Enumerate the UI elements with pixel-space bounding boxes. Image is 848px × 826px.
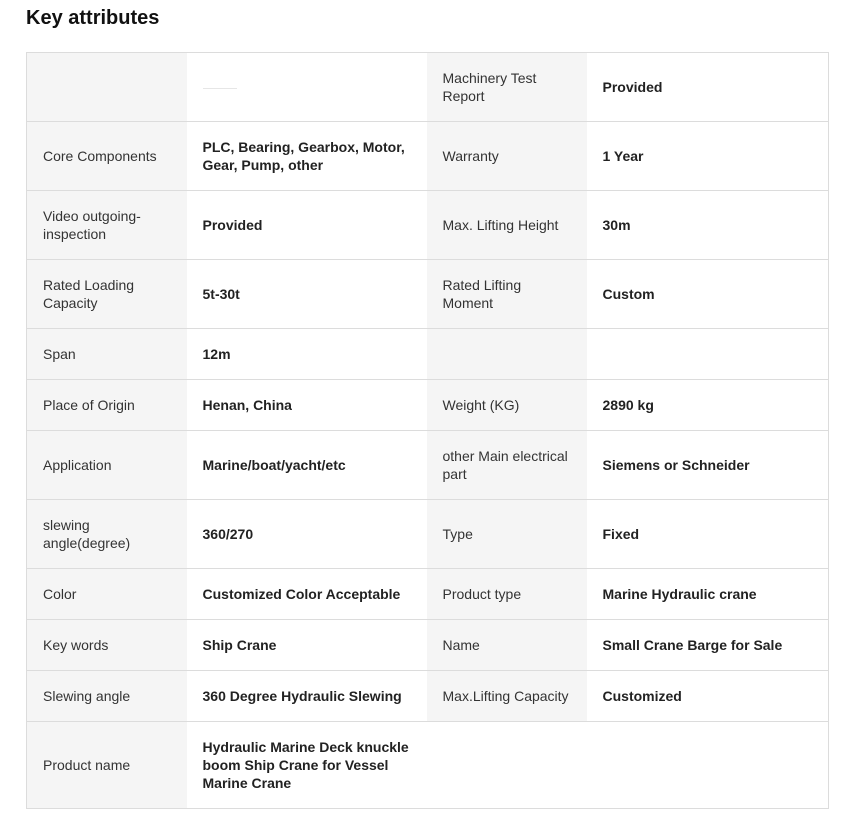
attribute-value: Provided bbox=[587, 53, 829, 122]
attribute-value: Ship Crane bbox=[187, 620, 427, 671]
table-row bbox=[27, 569, 829, 620]
attribute-key: slewing angle(degree) bbox=[27, 500, 187, 569]
attribute-key: Span bbox=[27, 329, 187, 380]
table-row bbox=[27, 122, 829, 191]
attribute-key: Core Components bbox=[27, 122, 187, 191]
attribute-key: Rated Loading Capacity bbox=[27, 260, 187, 329]
attribute-key: Video outgoing-inspection bbox=[27, 191, 187, 260]
attribute-value: Hydraulic Marine Deck knuckle boom Ship Crane for Vessel Marine Crane bbox=[187, 722, 427, 809]
attribute-value bbox=[187, 53, 427, 122]
table-row bbox=[27, 431, 829, 500]
attribute-value: Customized Color Acceptable bbox=[187, 569, 427, 620]
attribute-value bbox=[587, 329, 829, 380]
table-row bbox=[27, 620, 829, 671]
attribute-key bbox=[27, 53, 187, 122]
attribute-value: 360/270 bbox=[187, 500, 427, 569]
attribute-value: 360 Degree Hydraulic Slewing bbox=[187, 671, 427, 722]
attribute-value: Custom bbox=[587, 260, 829, 329]
attribute-key: Product name bbox=[27, 722, 187, 809]
attribute-key: Type bbox=[427, 500, 587, 569]
attribute-value: 12m bbox=[187, 329, 427, 380]
attribute-key: Warranty bbox=[427, 122, 587, 191]
attribute-value: 1 Year bbox=[587, 122, 829, 191]
attribute-value: PLC, Bearing, Gearbox, Motor, Gear, Pump, other bbox=[187, 122, 427, 191]
table-row bbox=[27, 500, 829, 569]
table-row bbox=[27, 722, 829, 809]
attribute-value: Henan, China bbox=[187, 380, 427, 431]
attribute-value: 30m bbox=[587, 191, 829, 260]
attribute-key: Max. Lifting Height bbox=[427, 191, 587, 260]
attribute-key: Color bbox=[27, 569, 187, 620]
attribute-key: other Main electrical part bbox=[427, 431, 587, 500]
placeholder-dash bbox=[203, 88, 237, 89]
attribute-key: Product type bbox=[427, 569, 587, 620]
table-row bbox=[27, 53, 829, 122]
attribute-key: Slewing angle bbox=[27, 671, 187, 722]
attribute-key: Application bbox=[27, 431, 187, 500]
attribute-value: Marine Hydraulic crane bbox=[587, 569, 829, 620]
attribute-value: Siemens or Schneider bbox=[587, 431, 829, 500]
attribute-value: 5t-30t bbox=[187, 260, 427, 329]
attribute-value: Small Crane Barge for Sale bbox=[587, 620, 829, 671]
attribute-key: Key words bbox=[27, 620, 187, 671]
attribute-value: Fixed bbox=[587, 500, 829, 569]
attribute-key: Weight (KG) bbox=[427, 380, 587, 431]
attribute-value bbox=[587, 722, 829, 809]
attribute-value: Customized bbox=[587, 671, 829, 722]
attribute-value: Provided bbox=[187, 191, 427, 260]
attribute-key: Max.Lifting Capacity bbox=[427, 671, 587, 722]
table-row bbox=[27, 380, 829, 431]
section-title: Key attributes bbox=[26, 7, 160, 29]
attribute-value: 2890 kg bbox=[587, 380, 829, 431]
table-row bbox=[27, 329, 829, 380]
attribute-key: Name bbox=[427, 620, 587, 671]
table-row bbox=[27, 191, 829, 260]
table-row bbox=[27, 260, 829, 329]
table-row bbox=[27, 671, 829, 722]
attribute-key: Place of Origin bbox=[27, 380, 187, 431]
key-attributes-table bbox=[26, 52, 829, 809]
attribute-key bbox=[427, 722, 587, 809]
attribute-key bbox=[427, 329, 587, 380]
attribute-key: Machinery Test Report bbox=[427, 53, 587, 122]
attribute-value: Marine/boat/yacht/etc bbox=[187, 431, 427, 500]
attribute-key: Rated Lifting Moment bbox=[427, 260, 587, 329]
